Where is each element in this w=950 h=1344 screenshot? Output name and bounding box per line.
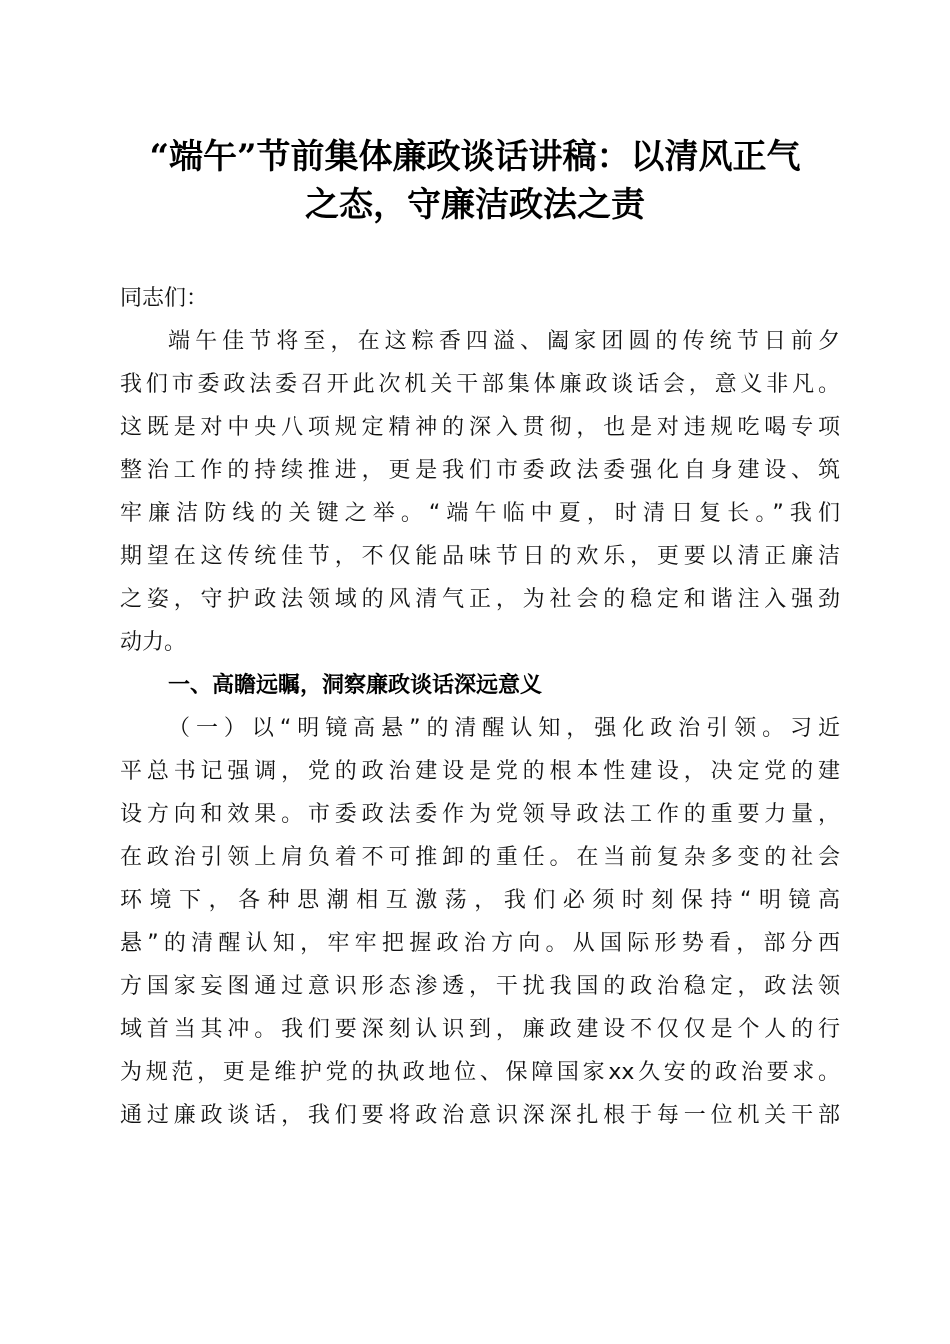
section-line: 方国家妄图通过意识形态渗透，干扰我国的政治稳定，政法领	[120, 974, 840, 999]
section-line: 在政治引领上肩负着不可推卸的重任。在当前复杂多变的社会	[120, 845, 840, 870]
section-line: 为规范，更是维护党的执政地位、保障国家xx久安的政治要求。	[120, 1060, 840, 1085]
intro-line: 动力。	[120, 630, 187, 655]
section-line: 悬”的清醒认知，牢牢把握政治方向。从国际形势看，部分西	[120, 931, 840, 956]
intro-line: 端午佳节将至，在这粽香四溢、阖家团圆的传统节日前夕	[168, 329, 840, 354]
intro-line: 我们市委政法委召开此次机关干部集体廉政谈话会，意义非凡。	[120, 372, 840, 397]
salutation: 同志们：	[120, 286, 209, 311]
document-title-line-1: “端午”节前集体廉政谈话讲稿：以清风正气	[149, 137, 801, 177]
section-heading: 一、高瞻远瞩，洞察廉政谈话深远意义	[168, 673, 543, 698]
section-line: 平总书记强调，党的政治建设是党的根本性建设，决定党的建	[120, 759, 840, 784]
intro-line: 期望在这传统佳节，不仅能品味节日的欢乐，更要以清正廉洁	[120, 544, 840, 569]
document-title-line-2: 之态，守廉洁政法之责	[305, 185, 645, 225]
section-line: 通过廉政谈话，我们要将政治意识深深扎根于每一位机关干部	[120, 1103, 840, 1128]
intro-line: 这既是对中央八项规定精神的深入贯彻，也是对违规吃喝专项	[120, 415, 840, 440]
section-line: 设方向和效果。市委政法委作为党领导政法工作的重要力量，	[120, 802, 840, 827]
intro-line: 牢廉洁防线的关键之举。“端午临中夏，时清日复长。”我们	[120, 501, 840, 526]
document-body	[120, 277, 840, 1137]
section-line: 域首当其冲。我们要深刻认识到，廉政建设不仅仅是个人的行	[120, 1017, 840, 1042]
section-line: 环境下，各种思潮相互激荡，我们必须时刻保持“明镜高	[120, 888, 840, 913]
intro-line: 之姿，守护政法领域的风清气正，为社会的稳定和谐注入强劲	[120, 587, 840, 612]
section-line: （一）以“明镜高悬”的清醒认知，强化政治引领。习近	[168, 716, 840, 741]
intro-line: 整治工作的持续推进，更是我们市委政法委强化自身建设、筑	[120, 458, 840, 483]
